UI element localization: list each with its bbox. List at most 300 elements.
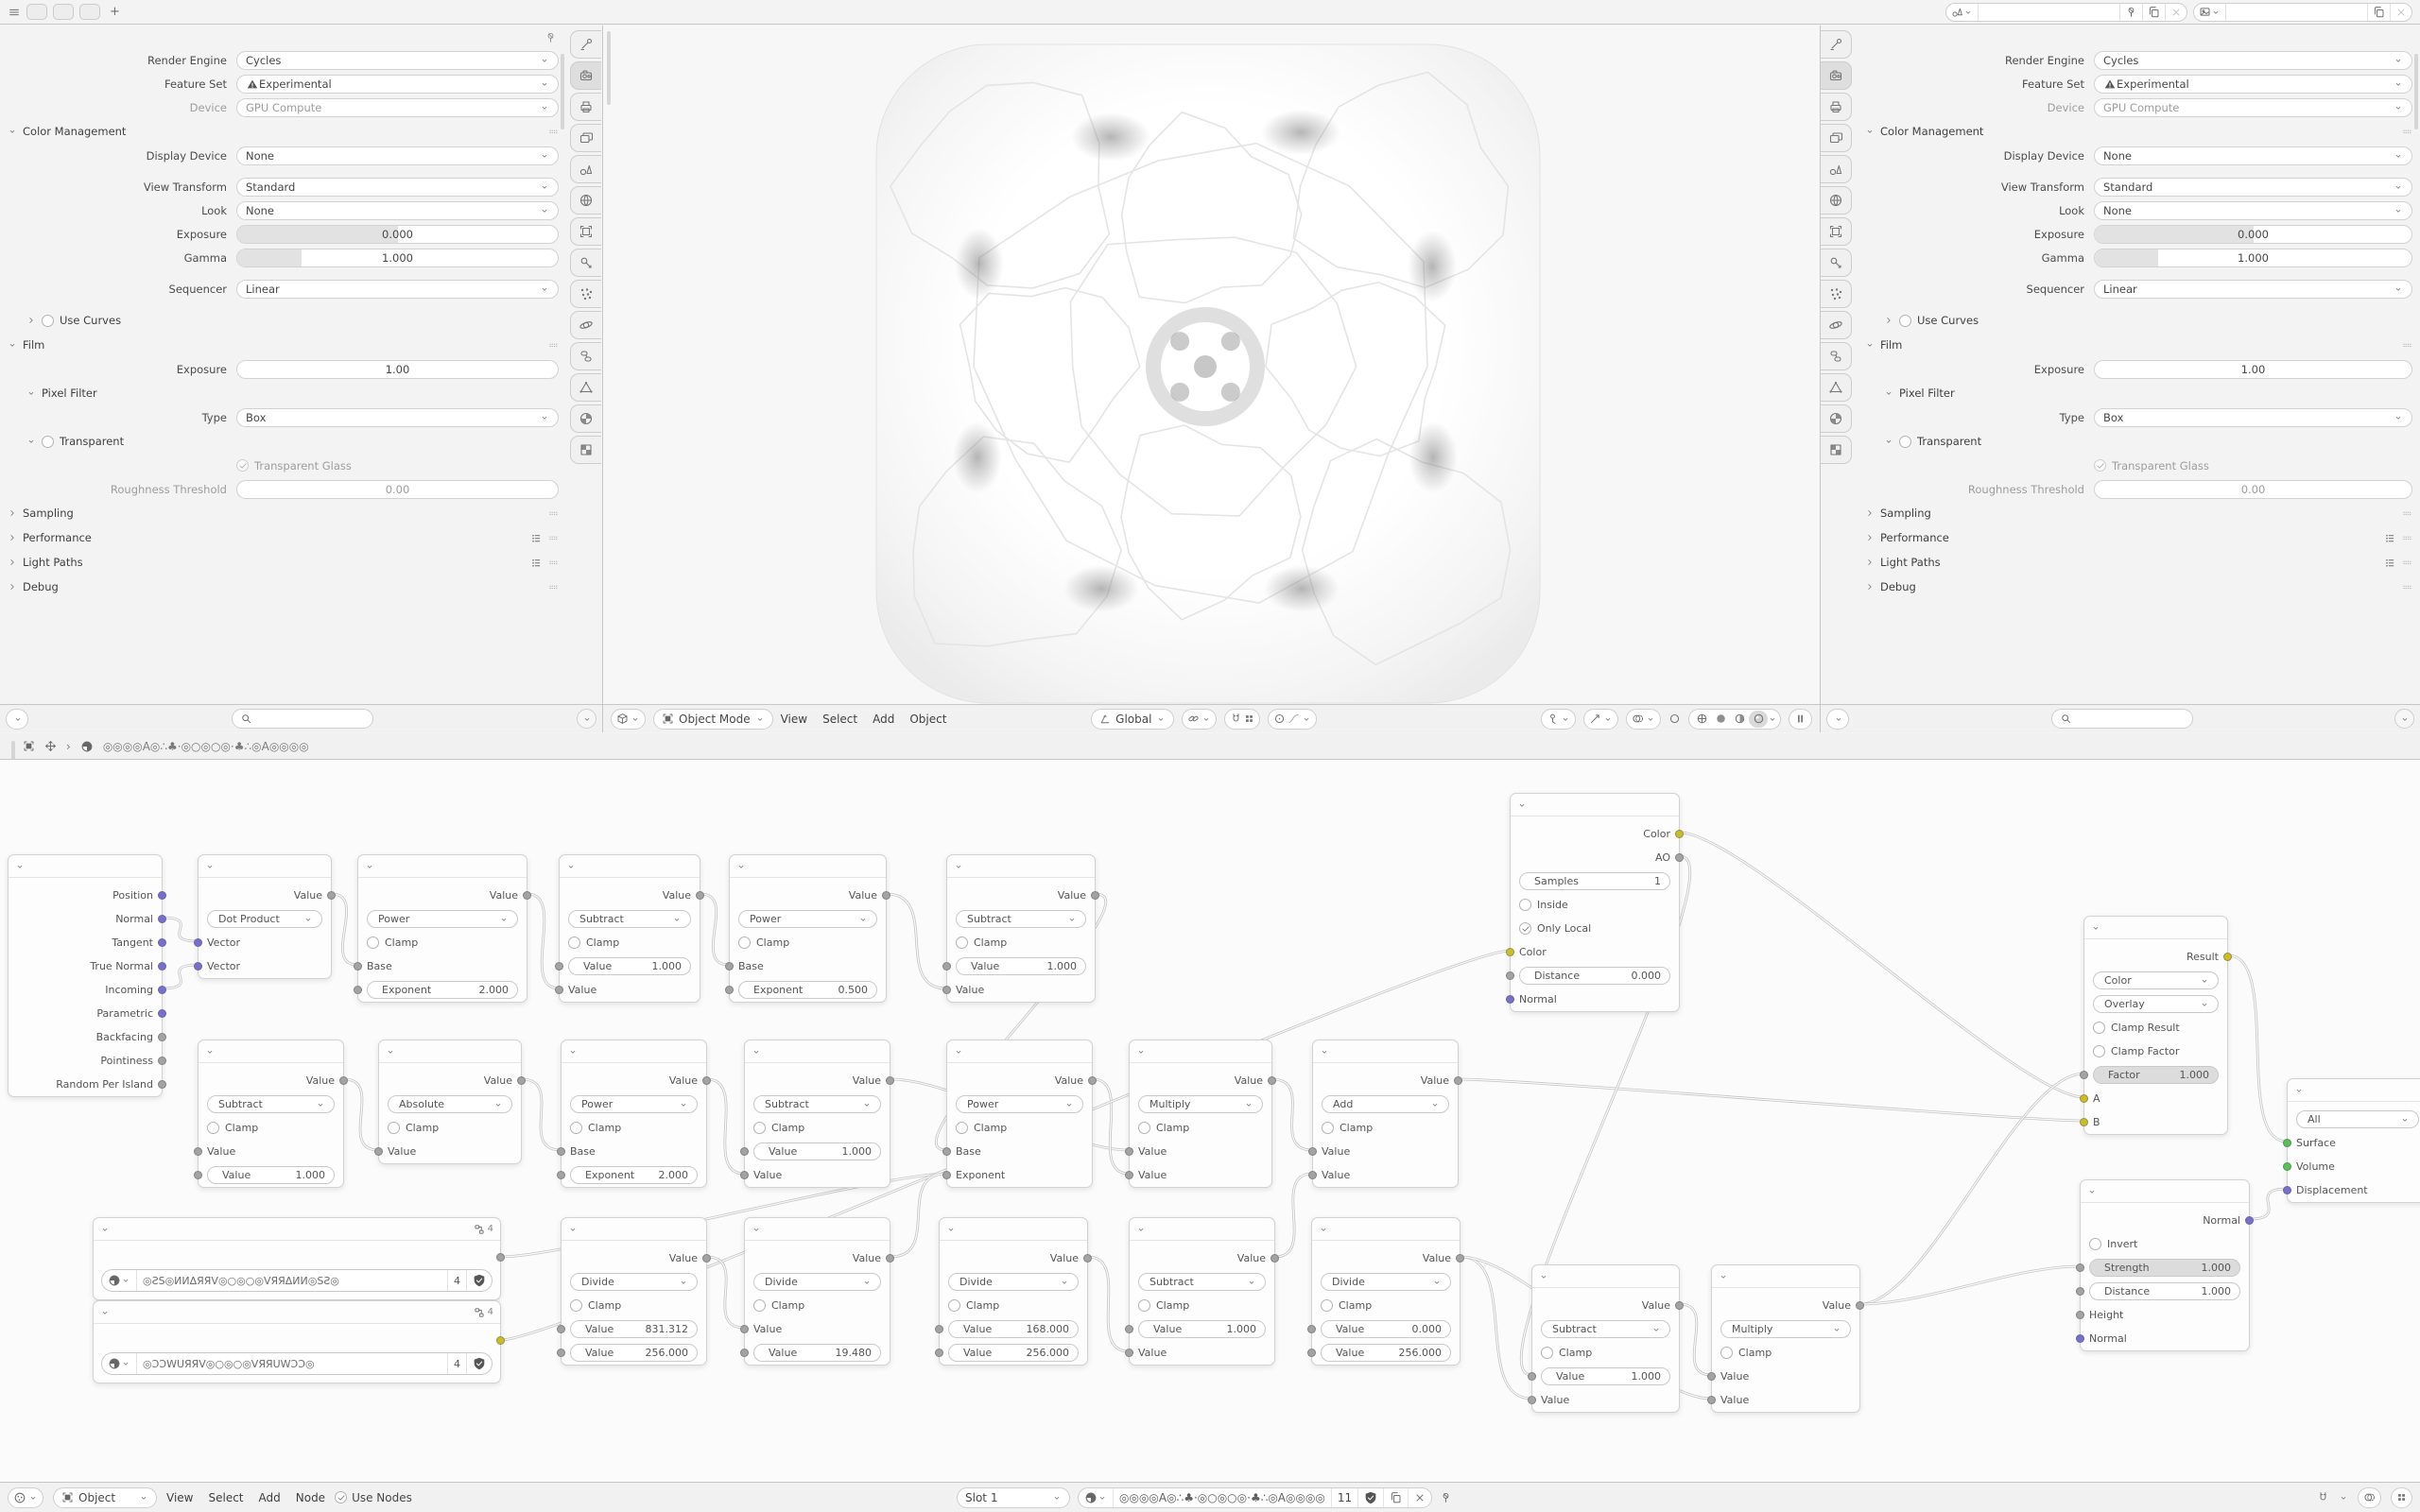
output-socket-value[interactable] xyxy=(517,1076,526,1085)
properties-tab-modifiers[interactable] xyxy=(570,249,601,277)
input-socket-value[interactable] xyxy=(374,1147,383,1156)
operation-dropdown[interactable] xyxy=(207,1095,335,1113)
properties-tab-data[interactable] xyxy=(1821,373,1852,402)
output-socket-value[interactable] xyxy=(1270,1254,1279,1263)
node-header[interactable] xyxy=(1312,1218,1460,1241)
properties-tab-scene[interactable] xyxy=(570,155,601,183)
pin-icon[interactable] xyxy=(544,31,557,43)
node-g2[interactable] xyxy=(93,1300,501,1383)
output-socket-position[interactable] xyxy=(158,891,166,900)
node-header[interactable] xyxy=(358,855,527,878)
operation-dropdown[interactable] xyxy=(570,1273,698,1291)
transform-orientation-dropdown[interactable]: Global xyxy=(1091,709,1174,730)
menu-view[interactable]: View xyxy=(780,712,808,726)
scrollbar[interactable] xyxy=(2414,54,2418,129)
output-socket[interactable] xyxy=(496,1253,505,1262)
value-field[interactable] xyxy=(2093,1066,2219,1084)
input-socket-exponent[interactable] xyxy=(725,986,734,994)
fake-user-shield-button[interactable] xyxy=(467,1353,492,1374)
operation-dropdown[interactable] xyxy=(1138,1095,1263,1113)
node-header[interactable] xyxy=(745,1040,890,1063)
node-header[interactable] xyxy=(562,1040,706,1063)
properties-tab-output[interactable] xyxy=(1821,93,1852,121)
input-socket-base[interactable] xyxy=(557,1147,565,1156)
datablock-name-field[interactable]: ◎ƆƆWUЯЯV◎○◎○◎VЯЯUWƆƆ◎ xyxy=(137,1353,448,1374)
input-socket-value[interactable] xyxy=(555,986,563,994)
node-d1[interactable] xyxy=(561,1217,707,1366)
panel-header-film[interactable] xyxy=(1858,333,2420,357)
operation-dropdown[interactable] xyxy=(207,910,322,928)
properties-tab-particles[interactable] xyxy=(1821,280,1852,308)
value-field[interactable] xyxy=(568,957,691,975)
app-menu-icon[interactable] xyxy=(8,6,21,19)
value-field[interactable] xyxy=(753,1344,881,1362)
output-socket-value[interactable] xyxy=(327,891,336,900)
datablock-name-field[interactable]: ◎ƧS◎ͶͶΔЯЯV◎○◎○◎VЯЯΔͶͶ◎SƧ◎ xyxy=(137,1270,448,1291)
datablock-selector[interactable] xyxy=(101,1269,493,1292)
operation-dropdown[interactable] xyxy=(1321,1273,1451,1291)
output-socket-value[interactable] xyxy=(523,891,531,900)
add-workspace-button[interactable]: + xyxy=(110,5,120,19)
value-field[interactable] xyxy=(1321,1344,1451,1362)
output-socket-result[interactable] xyxy=(2223,953,2232,961)
input-socket-value[interactable] xyxy=(1528,1396,1536,1404)
output-socket-value[interactable] xyxy=(1454,1076,1462,1085)
snap-toggle-button[interactable] xyxy=(1224,709,1260,730)
dropdown-look[interactable] xyxy=(236,201,559,220)
properties-tab-output[interactable] xyxy=(570,93,601,121)
properties-tab-particles[interactable] xyxy=(570,280,601,308)
node-r2s2[interactable] xyxy=(744,1040,890,1188)
menu-node[interactable]: Node xyxy=(295,1490,326,1504)
viewport-canvas[interactable] xyxy=(603,26,1820,704)
checkbox[interactable] xyxy=(2093,1045,2105,1057)
new-scene-button[interactable] xyxy=(2143,4,2166,21)
input-socket-value[interactable] xyxy=(1707,1396,1716,1404)
view-layer-icon[interactable] xyxy=(2194,4,2226,21)
input-socket-vector[interactable] xyxy=(194,938,202,947)
output-socket-parametric[interactable] xyxy=(158,1009,166,1018)
node-header[interactable] xyxy=(1532,1265,1679,1288)
checkbox[interactable] xyxy=(956,1122,968,1134)
value-field[interactable] xyxy=(570,1320,698,1338)
node-r2p2[interactable] xyxy=(946,1040,1093,1188)
visibility-dropdown[interactable] xyxy=(1541,709,1576,730)
properties-tab-world[interactable] xyxy=(570,186,601,215)
slider-roughness-threshold[interactable] xyxy=(236,480,559,499)
operation-dropdown[interactable] xyxy=(367,910,518,928)
node-r2m[interactable] xyxy=(1129,1040,1272,1188)
checkbox[interactable] xyxy=(388,1122,400,1134)
checkbox[interactable] xyxy=(738,936,751,949)
output-socket-value[interactable] xyxy=(1675,1301,1684,1310)
checkbox[interactable] xyxy=(42,315,54,327)
panel-header-sampling[interactable] xyxy=(1858,501,2420,525)
input-socket-vector[interactable] xyxy=(194,962,202,971)
output-socket-value[interactable] xyxy=(696,891,704,900)
checkbox[interactable] xyxy=(1138,1122,1150,1134)
dropdown-type[interactable] xyxy=(236,408,559,427)
node-header[interactable] xyxy=(199,855,331,878)
properties-tab-material[interactable] xyxy=(1821,404,1852,433)
dropdown-display-device[interactable] xyxy=(236,146,559,165)
node-s2[interactable] xyxy=(946,854,1096,1003)
input-socket-normal[interactable] xyxy=(1506,995,1514,1004)
pin-icon[interactable] xyxy=(1440,1491,1452,1503)
menu-select[interactable]: Select xyxy=(822,712,858,726)
menu-add[interactable]: Add xyxy=(873,712,895,726)
pause-render-button[interactable] xyxy=(1789,709,1812,730)
editor-options-button[interactable] xyxy=(2391,1487,2412,1508)
operation-dropdown[interactable] xyxy=(2093,995,2219,1013)
checkbox[interactable] xyxy=(570,1122,582,1134)
checkbox[interactable] xyxy=(1138,1299,1150,1312)
output-socket-value[interactable] xyxy=(702,1076,711,1085)
checkbox[interactable] xyxy=(207,1122,219,1134)
panel-header-performance[interactable] xyxy=(1858,525,2420,550)
output-socket-tangent[interactable] xyxy=(158,938,166,947)
workspace-tab[interactable] xyxy=(53,4,74,20)
output-socket-value[interactable] xyxy=(1856,1301,1864,1310)
input-socket-volume[interactable] xyxy=(2283,1162,2291,1171)
input-socket-value[interactable] xyxy=(1125,1325,1133,1333)
slider-gamma[interactable] xyxy=(236,249,559,267)
output-socket-random-per-island[interactable] xyxy=(158,1080,166,1089)
editor-type-button[interactable] xyxy=(8,1487,43,1508)
output-socket-color[interactable] xyxy=(1675,830,1684,838)
checkbox[interactable] xyxy=(2089,1238,2101,1250)
dropdown-feature-set[interactable] xyxy=(2094,75,2412,94)
operation-dropdown[interactable] xyxy=(388,1095,512,1113)
checkbox[interactable] xyxy=(1519,899,1531,911)
value-field[interactable] xyxy=(367,981,518,999)
shading-solid-button[interactable] xyxy=(1711,711,1730,728)
value-field[interactable] xyxy=(1321,1320,1451,1338)
fake-user-shield-button[interactable] xyxy=(1358,1488,1384,1507)
checkbox[interactable] xyxy=(753,1299,766,1312)
node-s3b[interactable] xyxy=(1531,1264,1680,1413)
dropdown-sequencer[interactable] xyxy=(2094,280,2412,299)
value-field[interactable] xyxy=(570,1344,698,1362)
proportional-edit-button[interactable] xyxy=(1268,709,1317,730)
input-socket-value[interactable] xyxy=(942,986,951,994)
properties-tab-object[interactable] xyxy=(1821,217,1852,246)
node-header[interactable] xyxy=(379,1040,521,1063)
output-socket-value[interactable] xyxy=(886,1076,894,1085)
input-socket-factor[interactable] xyxy=(2080,1071,2088,1079)
shading-wireframe-button[interactable] xyxy=(1692,711,1711,728)
checkbox-with-label[interactable] xyxy=(236,459,352,472)
input-socket-value[interactable] xyxy=(555,962,563,971)
checked-checkbox[interactable] xyxy=(2094,459,2106,472)
fake-user-shield-button[interactable] xyxy=(467,1270,492,1291)
node-d5[interactable] xyxy=(1311,1217,1461,1366)
operation-dropdown[interactable] xyxy=(956,1095,1083,1113)
slider-gamma[interactable] xyxy=(2094,249,2412,267)
node-header[interactable] xyxy=(1130,1218,1274,1241)
input-socket-value[interactable] xyxy=(557,1325,565,1333)
search-input[interactable] xyxy=(257,713,352,725)
input-socket-base[interactable] xyxy=(725,962,734,971)
node-canvas[interactable] xyxy=(0,760,2420,1482)
input-socket-value[interactable] xyxy=(1125,1349,1133,1357)
dropdown-feature-set[interactable] xyxy=(236,75,559,94)
node-ao[interactable] xyxy=(1510,793,1680,1012)
operation-dropdown[interactable] xyxy=(753,1273,881,1291)
xray-toggle[interactable] xyxy=(1668,713,1681,725)
properties-tab-render[interactable] xyxy=(1821,61,1852,90)
scrollbar[interactable] xyxy=(11,741,15,760)
node-dp[interactable] xyxy=(198,854,332,979)
panel-header-color-management[interactable] xyxy=(0,119,566,144)
value-field[interactable] xyxy=(753,1143,881,1160)
operation-dropdown[interactable] xyxy=(1720,1320,1851,1338)
input-socket-value[interactable] xyxy=(1125,1147,1133,1156)
editor-type-button[interactable] xyxy=(1826,709,1849,730)
node-add[interactable] xyxy=(1312,1040,1459,1188)
dropdown-sequencer[interactable] xyxy=(236,280,559,299)
snap-target-button[interactable] xyxy=(1182,709,1217,730)
checkbox[interactable] xyxy=(1322,1122,1334,1134)
remove-view-layer-button[interactable] xyxy=(2391,4,2411,21)
operation-dropdown[interactable] xyxy=(1322,1095,1449,1113)
panel-header-performance[interactable] xyxy=(0,525,566,550)
node-header[interactable] xyxy=(2288,1079,2420,1102)
panel-header-transparent[interactable] xyxy=(0,429,566,454)
slider-exposure[interactable] xyxy=(2094,360,2412,379)
checkbox[interactable] xyxy=(1899,315,1911,327)
operation-dropdown[interactable] xyxy=(753,1095,881,1113)
properties-tab-tool[interactable] xyxy=(1821,30,1852,59)
value-field[interactable] xyxy=(207,1166,335,1184)
input-socket-exponent[interactable] xyxy=(354,986,362,994)
properties-tab-world[interactable] xyxy=(1821,186,1852,215)
properties-tab-tool[interactable] xyxy=(570,30,601,59)
checkbox[interactable] xyxy=(1541,1347,1553,1359)
input-socket-value[interactable] xyxy=(1125,1171,1133,1179)
users-count[interactable]: 4 xyxy=(448,1353,467,1374)
options-button[interactable] xyxy=(2394,709,2414,729)
menu-object[interactable]: Object xyxy=(909,712,947,726)
panel-header-light-paths[interactable] xyxy=(0,550,566,575)
input-socket-value[interactable] xyxy=(1307,1325,1316,1333)
operation-dropdown[interactable] xyxy=(956,910,1086,928)
material-slot-dropdown[interactable]: Slot 1 xyxy=(957,1487,1070,1508)
node-geo[interactable] xyxy=(8,854,163,1097)
node-bump[interactable] xyxy=(2080,1179,2250,1351)
editor-type-button[interactable] xyxy=(6,709,28,730)
dropdown-type[interactable] xyxy=(2094,408,2412,427)
panel-header-debug[interactable] xyxy=(0,575,566,599)
unlink-material-button[interactable] xyxy=(1409,1488,1431,1507)
workspace-tab[interactable] xyxy=(26,4,47,20)
panel-header-pixel-filter[interactable] xyxy=(0,381,566,405)
input-socket-strength[interactable] xyxy=(2076,1263,2084,1272)
input-socket-value[interactable] xyxy=(1308,1147,1317,1156)
input-socket-value[interactable] xyxy=(194,1147,202,1156)
node-mix[interactable] xyxy=(2083,916,2228,1135)
output-socket-pointiness[interactable] xyxy=(158,1057,166,1065)
input-socket-distance[interactable] xyxy=(1506,971,1514,980)
properties-tab-render[interactable] xyxy=(570,61,601,90)
shading-material-button[interactable] xyxy=(1730,711,1749,728)
input-socket-base[interactable] xyxy=(354,962,362,971)
input-socket-color[interactable] xyxy=(1506,948,1514,956)
output-socket-value[interactable] xyxy=(1088,1076,1097,1085)
input-socket-normal[interactable] xyxy=(2076,1334,2084,1343)
node-header[interactable] xyxy=(940,1218,1087,1241)
properties-tab-object[interactable] xyxy=(570,217,601,246)
slider-roughness-threshold[interactable] xyxy=(2094,480,2412,499)
node-header[interactable] xyxy=(560,855,700,878)
node-r2abs[interactable] xyxy=(378,1040,522,1164)
output-socket-value[interactable] xyxy=(1091,891,1099,900)
node-header[interactable] xyxy=(94,1301,500,1324)
output-socket-normal[interactable] xyxy=(158,915,166,923)
checkbox[interactable] xyxy=(367,936,379,949)
node-d3[interactable] xyxy=(939,1217,1088,1366)
overlays-button[interactable] xyxy=(2358,1487,2381,1508)
node-header[interactable] xyxy=(947,855,1095,878)
value-field[interactable] xyxy=(1519,967,1670,985)
properties-tab-scene[interactable] xyxy=(1821,155,1852,183)
scene-name-field[interactable] xyxy=(1979,4,2120,21)
output-socket-ao[interactable] xyxy=(1675,853,1684,862)
checkbox-with-label[interactable] xyxy=(2094,459,2209,472)
menu-view[interactable]: View xyxy=(166,1490,194,1504)
value-field[interactable] xyxy=(2089,1259,2240,1277)
new-material-button[interactable] xyxy=(1384,1488,1409,1507)
panel-header-pixel-filter[interactable] xyxy=(1858,381,2420,405)
properties-tab-data[interactable] xyxy=(570,373,601,402)
datablock-browse-button[interactable] xyxy=(102,1270,137,1291)
checkbox[interactable] xyxy=(42,436,54,448)
material-users-count[interactable]: 11 xyxy=(1332,1488,1358,1507)
checkbox[interactable] xyxy=(568,936,580,949)
view-layer-selector[interactable] xyxy=(2193,3,2412,22)
checkbox[interactable] xyxy=(753,1122,766,1134)
node-g1[interactable] xyxy=(93,1217,501,1300)
properties-tab-physics[interactable] xyxy=(1821,311,1852,339)
slider-exposure[interactable] xyxy=(2094,225,2412,244)
datablock-selector[interactable] xyxy=(101,1352,493,1375)
input-socket-b[interactable] xyxy=(2080,1118,2088,1126)
input-socket-value[interactable] xyxy=(1307,1349,1316,1357)
properties-tab-view-layer[interactable] xyxy=(570,124,601,152)
dropdown-view-transform[interactable] xyxy=(236,178,559,197)
scene-icon[interactable] xyxy=(1946,4,1979,21)
operation-dropdown[interactable] xyxy=(738,910,877,928)
properties-tab-modifiers[interactable] xyxy=(1821,249,1852,277)
dropdown-device[interactable] xyxy=(236,98,559,117)
output-socket-incoming[interactable] xyxy=(158,986,166,994)
properties-tab-material[interactable] xyxy=(570,404,601,433)
slider-exposure[interactable] xyxy=(236,360,559,379)
search-field[interactable] xyxy=(2051,709,2193,729)
operation-dropdown[interactable] xyxy=(2093,971,2219,989)
output-socket-value[interactable] xyxy=(702,1254,711,1263)
checked-checkbox[interactable] xyxy=(1519,922,1531,935)
input-socket-exponent[interactable] xyxy=(557,1171,565,1179)
operation-dropdown[interactable] xyxy=(948,1273,1079,1291)
node-header[interactable] xyxy=(1130,1040,1271,1063)
use-nodes-checkbox[interactable]: Use Nodes xyxy=(335,1491,412,1504)
checkbox[interactable] xyxy=(948,1299,960,1312)
output-socket-true-normal[interactable] xyxy=(158,962,166,971)
input-socket-a[interactable] xyxy=(2080,1094,2088,1103)
node-header[interactable] xyxy=(1712,1265,1859,1288)
checkbox[interactable] xyxy=(956,936,968,949)
node-p2[interactable] xyxy=(729,854,887,1003)
properties-tab-texture[interactable] xyxy=(570,436,601,464)
view-layer-name-field[interactable] xyxy=(2226,4,2368,21)
workspace-tab[interactable] xyxy=(79,4,100,20)
node-header[interactable] xyxy=(947,1040,1092,1063)
input-socket-value[interactable] xyxy=(740,1147,749,1156)
pin-icon[interactable] xyxy=(2120,4,2143,21)
input-socket-height[interactable] xyxy=(2076,1311,2084,1319)
node-header[interactable] xyxy=(1511,794,1679,816)
dropdown-display-device[interactable] xyxy=(2094,146,2412,165)
checkbox[interactable] xyxy=(570,1299,582,1312)
node-header[interactable] xyxy=(562,1218,706,1241)
input-socket-value[interactable] xyxy=(557,1349,565,1357)
search-input[interactable] xyxy=(2077,713,2171,725)
node-header[interactable] xyxy=(2084,917,2227,939)
node-m3b[interactable] xyxy=(1711,1264,1860,1413)
input-socket-displacement[interactable] xyxy=(2283,1186,2291,1194)
output-socket-value[interactable] xyxy=(882,891,890,900)
panel-header-light-paths[interactable] xyxy=(1858,550,2420,575)
node-r2p1[interactable] xyxy=(561,1040,707,1188)
scene-selector[interactable] xyxy=(1945,3,2187,22)
input-socket-value[interactable] xyxy=(935,1349,943,1357)
dropdown-view-transform[interactable] xyxy=(2094,178,2412,197)
operation-dropdown[interactable] xyxy=(570,1095,698,1113)
node-p1[interactable] xyxy=(357,854,527,1003)
panel-header-color-management[interactable] xyxy=(1858,119,2420,144)
checkbox[interactable] xyxy=(2093,1022,2105,1034)
operation-dropdown[interactable] xyxy=(1138,1273,1266,1291)
properties-tab-texture[interactable] xyxy=(1821,436,1852,464)
output-socket-normal[interactable] xyxy=(2245,1216,2254,1225)
input-socket-value[interactable] xyxy=(935,1325,943,1333)
material-name-field[interactable]: ◎◎◎◎A◎∴♣·◎○◎○◎·♣∴◎A◎◎◎◎ xyxy=(1114,1488,1332,1507)
snap-icon[interactable] xyxy=(2317,1491,2329,1503)
output-socket-value[interactable] xyxy=(1268,1076,1276,1085)
panel-header-use-curves[interactable] xyxy=(0,308,566,333)
node-header[interactable] xyxy=(2081,1180,2249,1203)
input-socket-value[interactable] xyxy=(740,1325,749,1333)
dropdown-look[interactable] xyxy=(2094,201,2412,220)
checkbox[interactable] xyxy=(1899,436,1911,448)
node-r2s1[interactable] xyxy=(198,1040,344,1188)
properties-tab-view-layer[interactable] xyxy=(1821,124,1852,152)
input-socket-value[interactable] xyxy=(1308,1171,1317,1179)
panel-header-debug[interactable] xyxy=(1858,575,2420,599)
output-socket-backfacing[interactable] xyxy=(158,1033,166,1041)
scrollbar[interactable] xyxy=(561,54,564,129)
value-field[interactable] xyxy=(956,957,1086,975)
snap-dropdown-icon[interactable] xyxy=(2339,1493,2348,1503)
unlink-scene-button[interactable] xyxy=(2166,4,2187,21)
checkbox[interactable] xyxy=(1720,1347,1733,1359)
node-header[interactable] xyxy=(94,1218,500,1241)
panel-header-use-curves[interactable] xyxy=(1858,308,2420,333)
users-count[interactable]: 4 xyxy=(448,1270,467,1291)
material-browse-button[interactable] xyxy=(1079,1488,1114,1507)
output-socket-value[interactable] xyxy=(1456,1254,1464,1263)
